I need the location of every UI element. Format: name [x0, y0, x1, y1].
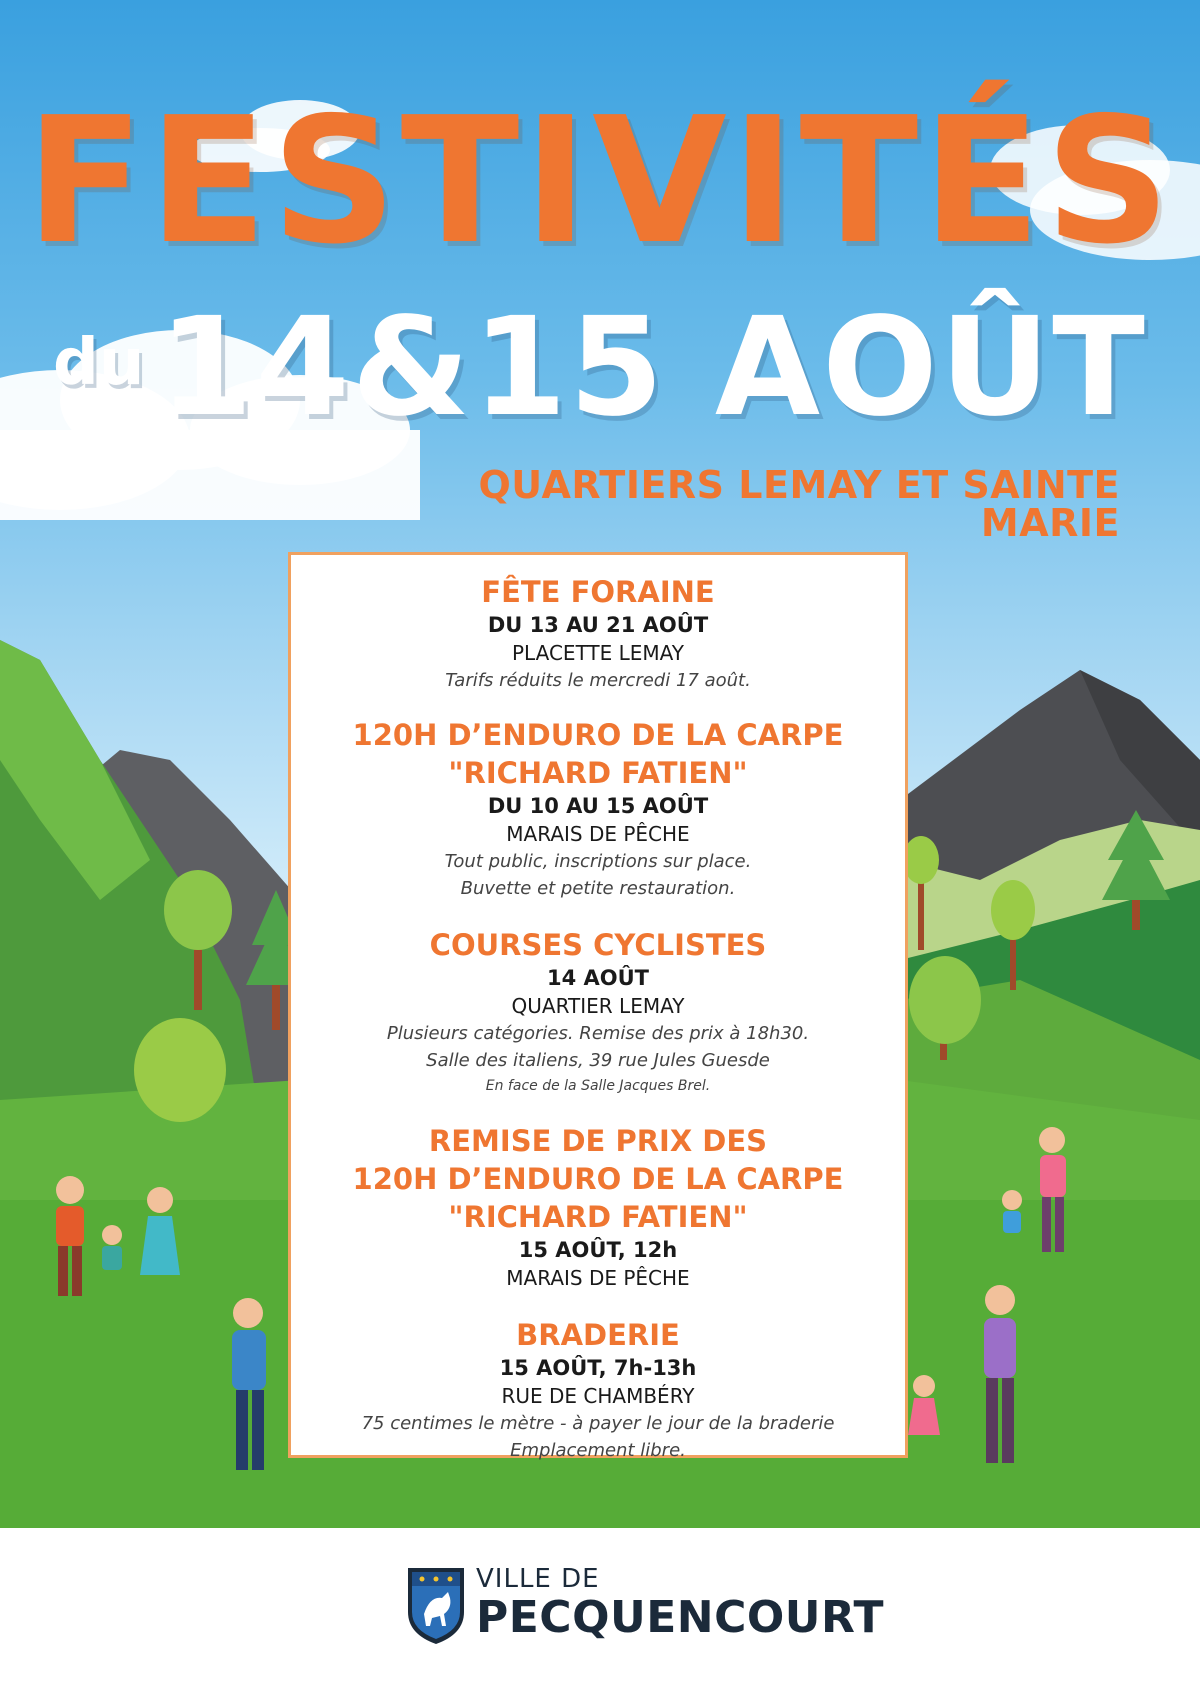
event-place: QUARTIER LEMAY — [511, 994, 685, 1018]
program-panel — [288, 552, 908, 1461]
event-place: MARAIS DE PÊCHE — [506, 1266, 690, 1290]
program-event — [291, 1316, 905, 1464]
event-note: 75 centimes le mètre - à payer le jour de la braderie — [361, 1413, 835, 1434]
program-event — [291, 926, 905, 1098]
event-note: Emplacement libre. — [510, 1440, 686, 1461]
event-note: Buvette et petite restauration. — [460, 878, 736, 899]
event-title: 120H D’ENDURO DE LA CARPE — [352, 718, 844, 752]
event-title: FÊTE FORAINE — [481, 575, 715, 609]
event-title: COURSES CYCLISTES — [429, 928, 767, 962]
event-title: REMISE DE PRIX DES — [428, 1124, 768, 1158]
event-place: PLACETTE LEMAY — [511, 641, 685, 665]
event-date: DU 10 AU 15 AOÛT — [487, 794, 709, 818]
ville-de-label: VILLE DE — [476, 1564, 600, 1594]
event-date: DU 13 AU 21 AOÛT — [487, 613, 709, 637]
program-event — [291, 573, 905, 694]
du-label: du — [53, 326, 145, 400]
neighborhoods-subtitle: QUARTIERS LEMAY ET SAINTE MARIE — [478, 463, 1120, 545]
event-note: Tarifs réduits le mercredi 17 août. — [445, 670, 751, 691]
event-note: Plusieurs catégories. Remise des prix à 18h30. — [386, 1023, 810, 1044]
event-note: Tout public, inscriptions sur place. — [444, 851, 752, 872]
town-logo — [404, 1560, 884, 1660]
festival-dates: 14&15 AOÛT — [158, 289, 1147, 447]
event-place: MARAIS DE PÊCHE — [506, 822, 690, 846]
event-place: RUE DE CHAMBÉRY — [501, 1384, 695, 1408]
event-note: Salle des italiens, 39 rue Jules Guesde — [426, 1050, 770, 1071]
town-name: PECQUENCOURT — [476, 1592, 884, 1643]
event-date: 15 AOÛT, 7h-13h — [499, 1356, 697, 1380]
event-date: 14 AOÛT — [546, 966, 650, 990]
program-event — [291, 1122, 905, 1292]
event-date: 15 AOÛT, 12h — [518, 1238, 678, 1262]
town-crest-icon — [404, 1564, 468, 1646]
event-title: "RICHARD FATIEN" — [448, 1200, 748, 1234]
event-small-note: En face de la Salle Jacques Brel. — [485, 1078, 711, 1094]
date-heading — [0, 289, 1200, 447]
event-title: 120H D’ENDURO DE LA CARPE — [352, 1162, 844, 1196]
event-title: "RICHARD FATIEN" — [448, 756, 748, 790]
program-event — [291, 716, 905, 902]
event-title: BRADERIE — [516, 1318, 680, 1352]
main-title: FESTIVITÉS — [25, 80, 1175, 283]
